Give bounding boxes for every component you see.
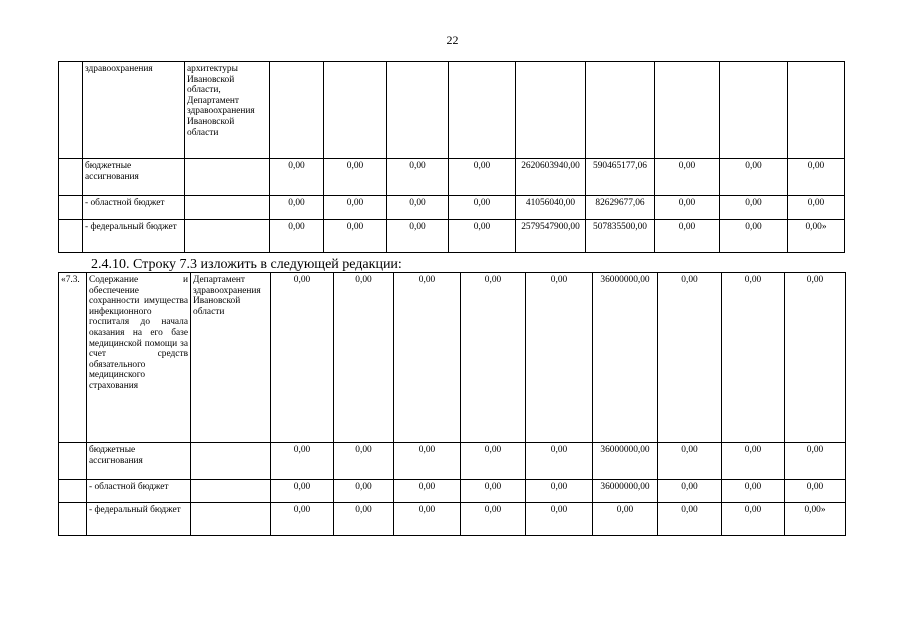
table-row: [59, 62, 845, 159]
value-cell: 0,00: [720, 159, 788, 196]
value-cell: [516, 62, 586, 159]
item-name-cell: здравоохранения: [83, 62, 185, 159]
value-cell: 36000000,00: [593, 480, 658, 503]
value-cell: 0,00: [785, 273, 846, 443]
budget-table-line-7-3: [58, 272, 846, 536]
value-cell: [655, 62, 720, 159]
table-row: [59, 196, 845, 220]
row-number-cell: «7.3.: [59, 273, 87, 443]
value-cell: 0,00: [658, 443, 722, 480]
value-cell: 0,00: [655, 159, 720, 196]
value-cell: 0,00: [334, 503, 394, 536]
row-number-cell: [59, 443, 87, 480]
table-row: [59, 480, 846, 503]
value-cell: 0,00: [449, 159, 516, 196]
value-cell: 0,00: [722, 443, 785, 480]
value-cell: 0,00: [526, 503, 593, 536]
value-cell: 0,00: [270, 159, 324, 196]
value-cell: 0,00: [658, 273, 722, 443]
value-cell: [270, 62, 324, 159]
section-heading: 2.4.10. Строку 7.3 изложить в следующей редакции:: [91, 257, 402, 272]
value-cell: 0,00: [271, 273, 334, 443]
value-cell: 0,00: [593, 503, 658, 536]
value-cell: 590465177,06: [586, 159, 655, 196]
value-cell: 0,00: [526, 443, 593, 480]
page-number: 22: [446, 33, 459, 47]
value-cell: [586, 62, 655, 159]
table-row: [59, 159, 845, 196]
row-number-cell: [59, 220, 83, 253]
executor-cell: архитектуры Ивановской области, Департамент здравоохранения Ивановской области: [185, 62, 270, 159]
item-name-cell: бюджетные ассигнования: [83, 159, 185, 196]
value-cell: 0,00: [394, 273, 461, 443]
value-cell: 0,00: [655, 220, 720, 253]
table-row: [59, 273, 846, 443]
value-cell: 0,00: [324, 159, 387, 196]
executor-cell: [185, 220, 270, 253]
item-name-cell: Содержание и обеспечение сохранности имущества инфекционного госпиталя до начала оказания на его базе медицинской помощи за счет средств обязательного медицинского страхования: [87, 273, 191, 443]
value-cell: 36000000,00: [593, 443, 658, 480]
value-cell: 0,00: [334, 443, 394, 480]
value-cell: 0,00: [271, 503, 334, 536]
value-cell: 0,00: [394, 503, 461, 536]
value-cell: 0,00: [526, 273, 593, 443]
value-cell: 0,00: [387, 220, 449, 253]
value-cell: [788, 62, 845, 159]
item-name-cell: - областной бюджет: [87, 480, 191, 503]
value-cell: [720, 62, 788, 159]
value-cell: 0,00: [394, 443, 461, 480]
value-cell: 0,00»: [785, 503, 846, 536]
value-cell: 0,00: [334, 273, 394, 443]
value-cell: 0,00: [658, 480, 722, 503]
value-cell: 0,00: [270, 196, 324, 220]
value-cell: 0,00: [788, 196, 845, 220]
table-row: [59, 503, 846, 536]
value-cell: 507835500,00: [586, 220, 655, 253]
value-cell: 41056040,00: [516, 196, 586, 220]
value-cell: 0,00: [722, 273, 785, 443]
value-cell: 0,00: [655, 196, 720, 220]
executor-cell: [191, 480, 271, 503]
value-cell: 0,00: [324, 196, 387, 220]
value-cell: 0,00: [449, 220, 516, 253]
executor-cell: [191, 503, 271, 536]
value-cell: [449, 62, 516, 159]
value-cell: 0,00: [785, 480, 846, 503]
executor-cell: Департамент здравоохранения Ивановской области: [191, 273, 271, 443]
value-cell: [387, 62, 449, 159]
executor-cell: [191, 443, 271, 480]
value-cell: 0,00: [270, 220, 324, 253]
value-cell: 0,00: [722, 480, 785, 503]
value-cell: 0,00: [788, 159, 845, 196]
row-number-cell: [59, 503, 87, 536]
budget-table-continued: [58, 61, 845, 253]
value-cell: 2620603940,00: [516, 159, 586, 196]
value-cell: 0,00: [324, 220, 387, 253]
value-cell: 0,00: [722, 503, 785, 536]
row-number-cell: [59, 62, 83, 159]
row-number-cell: [59, 159, 83, 196]
table-row: [59, 220, 845, 253]
value-cell: 0,00: [526, 480, 593, 503]
value-cell: 0,00: [720, 220, 788, 253]
item-name-cell: - федеральный бюджет: [87, 503, 191, 536]
value-cell: 0,00: [461, 273, 526, 443]
value-cell: 0,00: [334, 480, 394, 503]
value-cell: 0,00: [449, 196, 516, 220]
row-number-cell: [59, 196, 83, 220]
value-cell: 0,00: [271, 443, 334, 480]
value-cell: 0,00: [387, 196, 449, 220]
value-cell: 0,00: [461, 480, 526, 503]
value-cell: 82629677,06: [586, 196, 655, 220]
executor-cell: [185, 196, 270, 220]
value-cell: 0,00: [785, 443, 846, 480]
value-cell: 0,00: [461, 443, 526, 480]
value-cell: 0,00: [387, 159, 449, 196]
value-cell: 0,00: [658, 503, 722, 536]
item-name-cell: бюджетные ассигнования: [87, 443, 191, 480]
value-cell: 2579547900,00: [516, 220, 586, 253]
executor-cell: [185, 159, 270, 196]
table-row: [59, 443, 846, 480]
value-cell: 0,00: [271, 480, 334, 503]
value-cell: 0,00: [461, 503, 526, 536]
value-cell: 0,00: [394, 480, 461, 503]
item-name-cell: - федеральный бюджет: [83, 220, 185, 253]
value-cell: 0,00: [720, 196, 788, 220]
item-name-cell: - областной бюджет: [83, 196, 185, 220]
value-cell: 36000000,00: [593, 273, 658, 443]
value-cell: [324, 62, 387, 159]
row-number-cell: [59, 480, 87, 503]
value-cell: 0,00»: [788, 220, 845, 253]
